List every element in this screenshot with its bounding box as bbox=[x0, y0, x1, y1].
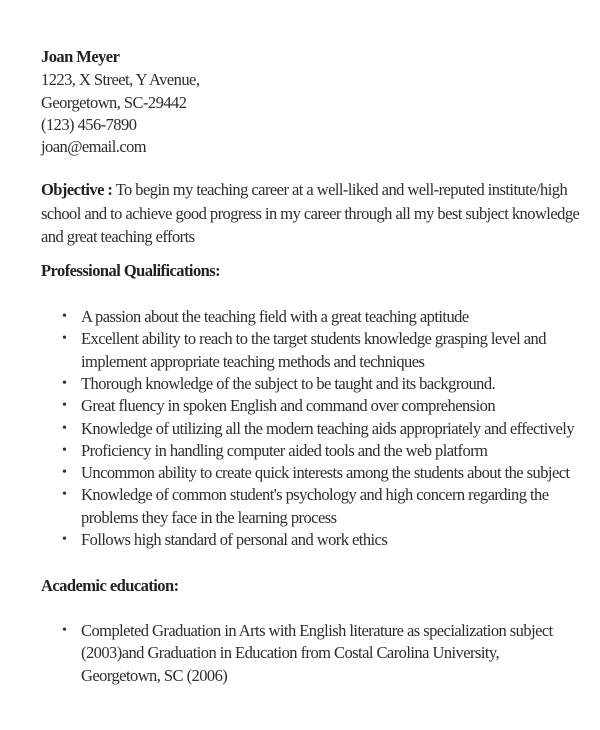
list-item: problems they face in the learning process bbox=[81, 507, 337, 527]
list-item: (2003)and Graduation in Education from Costal Carolina University, bbox=[81, 643, 500, 663]
objective-line: school and to achieve good progress in my career through all my best subject knowledge bbox=[41, 204, 580, 223]
bullet-icon: • bbox=[62, 442, 67, 458]
list-item: Georgetown, SC (2006) bbox=[81, 665, 228, 685]
list-item: Proficiency in handling computer aided tools and the web platform bbox=[81, 440, 488, 460]
objective-label: Objective : bbox=[41, 180, 113, 199]
bullet-icon: • bbox=[62, 465, 67, 481]
address-line-2: Georgetown, SC-29442 bbox=[41, 93, 187, 112]
list-item: Great fluency in spoken English and command over comprehension bbox=[81, 396, 496, 416]
list-item: Follows high standard of personal and work ethics bbox=[81, 530, 388, 549]
bullet-icon: • bbox=[62, 532, 67, 547]
bullet-icon: • bbox=[62, 331, 67, 347]
list-item: Thorough knowledge of the subject to be taught and its background. bbox=[81, 373, 496, 393]
phone: (123) 456-7890 bbox=[41, 115, 137, 134]
bullet-icon: • bbox=[62, 309, 67, 324]
bullet-icon: • bbox=[62, 487, 67, 503]
list-item: Knowledge of utilizing all the modern teaching aids appropriately and effectively bbox=[81, 418, 575, 438]
objective-line: and great teaching efforts bbox=[41, 227, 195, 246]
list-item: Excellent ability to reach to the target students knowledge grasping level and bbox=[81, 329, 546, 349]
email: joan@email.com bbox=[41, 137, 147, 156]
list-item: implement appropriate teaching methods and techniques bbox=[81, 351, 425, 371]
list-item: Completed Graduation in Arts with English literature as specialization subject bbox=[81, 621, 553, 640]
education-heading: Academic education: bbox=[41, 576, 179, 595]
contact-name: Joan Meyer bbox=[41, 47, 120, 66]
objective-text: To begin my teaching career at a well-liked and well-reputed institute/high bbox=[112, 180, 568, 199]
bullet-icon: • bbox=[62, 420, 67, 436]
bullet-icon: • bbox=[62, 623, 67, 638]
list-item: A passion about the teaching field with a great teaching aptitude bbox=[81, 307, 469, 326]
objective-line bbox=[41, 179, 567, 201]
bullet-icon: • bbox=[62, 375, 67, 391]
list-item: Knowledge of common student's psychology and high concern regarding the bbox=[81, 485, 549, 505]
address-line-1: 1223, X Street, Y Avenue, bbox=[41, 70, 200, 89]
qualifications-heading: Professional Qualifications: bbox=[41, 261, 221, 280]
list-item: Uncommon ability to create quick interests among the students about the subject bbox=[81, 463, 570, 483]
bullet-icon: • bbox=[62, 398, 67, 414]
